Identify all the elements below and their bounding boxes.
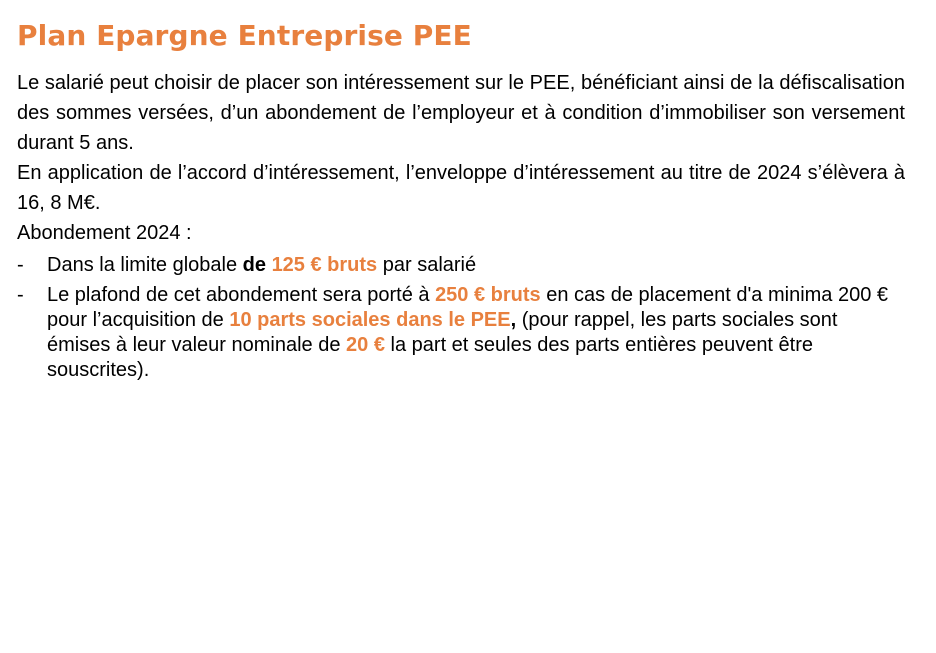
item-text-bold: de	[242, 254, 266, 276]
paragraph-pee-intro: Le salarié peut choisir de placer son intéressement sur le PEE, bénéficiant ainsi de la défiscalisation des sommes versées, d’un abondement de l’employeur et à condition d’immobiliser son versement durant 5 ans.	[17, 72, 905, 154]
amount-125-highlight: 125 € bruts	[271, 254, 378, 276]
abondement-list	[17, 253, 905, 383]
bullet-dash: -	[17, 254, 24, 276]
parts-sociales-highlight: 10 parts sociales dans le PEE	[229, 309, 511, 331]
paragraph-interessement-envelope: En application de l’accord d’intéressement, l’enveloppe d’intéressement au titre de 2024 s’élèvera à 16, 8 M€.	[17, 162, 905, 214]
item-text: (pour rappel, les parts sociales sont émises à leur valeur nominale de	[47, 309, 838, 356]
item-text: la part et seules des parts entières peuvent être souscrites).	[47, 334, 814, 381]
content-body	[17, 68, 905, 383]
list-item-limite-globale	[17, 253, 905, 278]
page-title: Plan Epargne Entreprise PEE	[17, 19, 472, 52]
list-item-plafond	[17, 283, 905, 383]
item-text-bold: ,	[510, 309, 517, 331]
bullet-dash: -	[17, 284, 24, 306]
amount-250-highlight: 250 € bruts	[435, 284, 541, 306]
paragraph-abondement-heading: Abondement 2024 :	[17, 222, 192, 244]
item-text: en cas de placement d'a minima 200 € pour l’acquisition de	[47, 284, 889, 331]
item-text: par salarié	[377, 254, 477, 276]
amount-20-highlight: 20 €	[346, 334, 385, 356]
item-text: Le plafond de cet abondement sera porté à	[47, 284, 436, 306]
item-text: Dans la limite globale	[47, 254, 243, 276]
